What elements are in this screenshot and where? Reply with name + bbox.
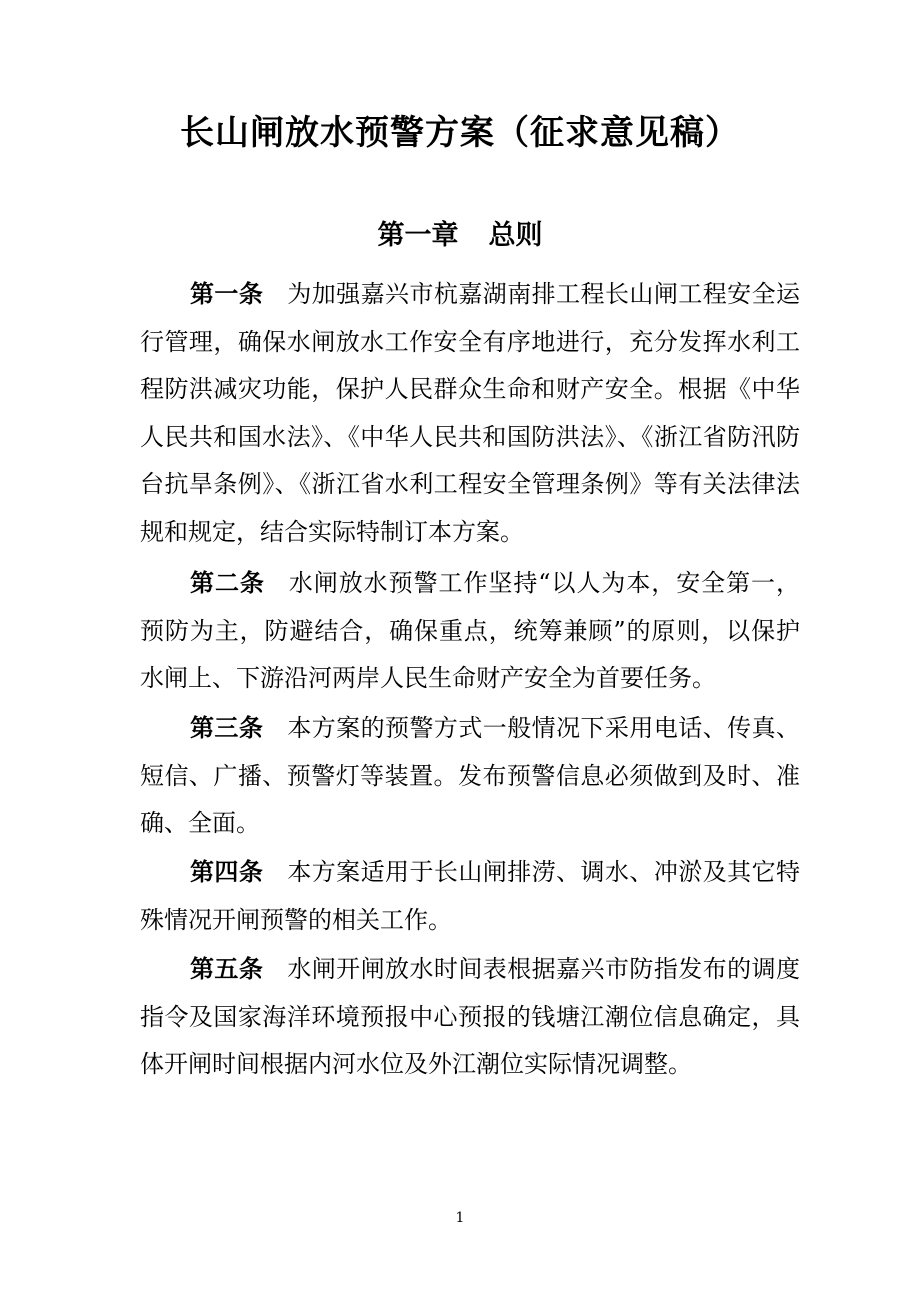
article-3	[140, 704, 800, 848]
article-text: 为加强嘉兴市杭嘉湖南排工程长山闸工程安全运行管理，确保水闸放水工作安全有序地进行，充分发挥水利工程防洪减灾功能，保护人民群众生命和财产安全。根据《中华人民共和国水法》、《中华人民共和国防洪法》、《浙江省防汛防台抗旱条例》、《浙江省水利工程安全管理条例》等有关法律法规和规定，结合实际特制订本方案。	[140, 280, 801, 546]
chapter-heading	[0, 214, 920, 258]
article-text: 本方案适用于长山闸排涝、调水、冲淤及其它特殊情况开闸预警的相关工作。	[140, 858, 801, 934]
document-title: 长山闸放水预警方案（征求意见稿）	[180, 113, 740, 153]
article-label: 第五条	[190, 954, 264, 983]
article-1	[140, 270, 800, 556]
article-label: 第二条	[190, 568, 265, 597]
page-number: 1	[455, 1210, 465, 1226]
article-2	[140, 559, 800, 703]
article-label: 第一条	[190, 279, 264, 308]
article-text: 本方案的预警方式一般情况下采用电话、传真、短信、广播、预警灯等装置。发布预警信息必须做到及时、准确、全面。	[140, 714, 801, 837]
article-label: 第四条	[190, 857, 264, 886]
article-text: 水闸放水预警工作坚持“以人为本，安全第一，预防为主，防避结合，确保重点，统筹兼顾”的原则，以保护水闸上、下游沿河两岸人民生命财产安全为首要任务。	[140, 569, 800, 692]
article-text: 水闸开闸放水时间表根据嘉兴市防指发布的调度指令及国家海洋环境预报中心预报的钱塘江潮位信息确定，具体开闸时间根据内河水位及外江潮位实际情况调整。	[140, 955, 801, 1078]
chapter-name: 总则	[488, 220, 543, 251]
article-4	[140, 848, 800, 944]
chapter-number: 第一章	[377, 220, 459, 251]
article-label: 第三条	[190, 713, 264, 742]
article-5	[140, 945, 800, 1089]
